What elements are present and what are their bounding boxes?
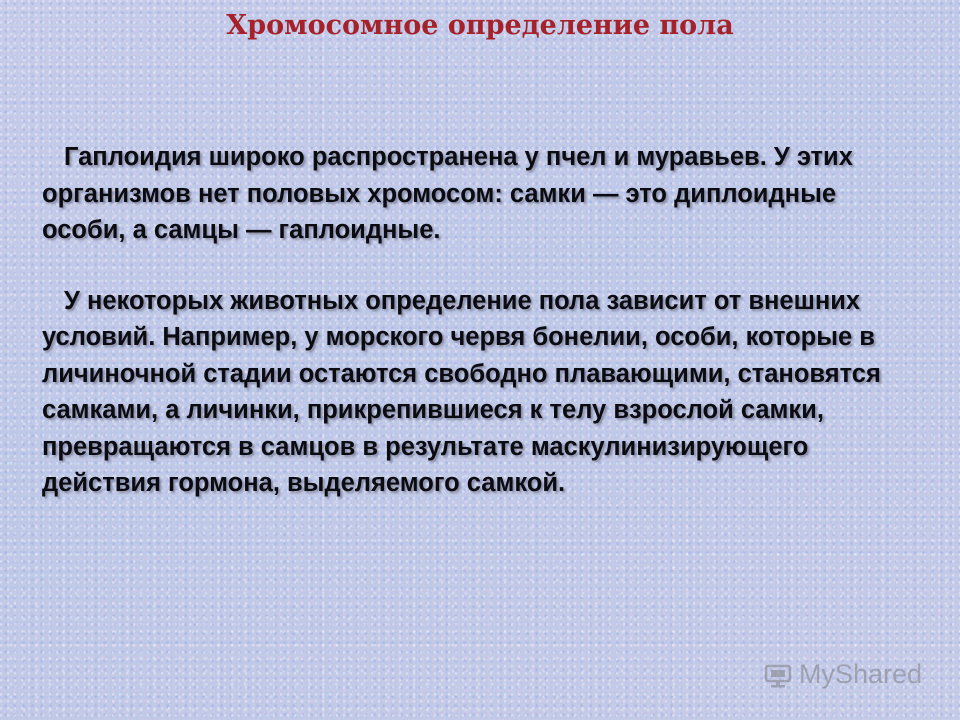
watermark-text: MyShared <box>798 659 922 689</box>
watermark <box>763 659 922 690</box>
myshared-logo-icon <box>763 661 793 689</box>
paragraph-haploidy: Гаплоидия широко распространена у пчел и муравьев. У этих организмов нет половых хромосом: самки — это диплоидные особи, а самцы — гаплоидные. <box>42 143 853 244</box>
slide-body <box>42 139 922 502</box>
paragraph-environmental-sex: У некоторых животных определение пола зависит от внешних условий. Например, у морского червя бонелии, особи, которые в личиночной стадии остаются свободно плавающими, становятся самками, а личинки, прикрепившиеся к телу взрослой самки, превращаются в самцов в результате маскулинизирующего действия гормона, выделяемого самкой. <box>42 286 881 497</box>
slide-title: Хромосомное определение пола <box>226 10 734 41</box>
